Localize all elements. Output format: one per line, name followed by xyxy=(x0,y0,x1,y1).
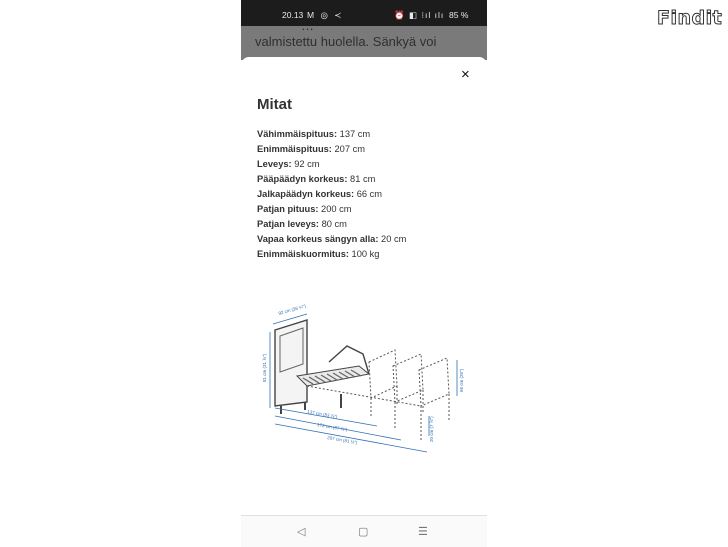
head-height-label: 81 cm (31 ⅞") xyxy=(262,353,267,382)
system-icons: ⏰ ◧ ⁝ıl ılı xyxy=(394,10,445,20)
status-bar xyxy=(241,0,487,26)
spec-item xyxy=(257,187,406,202)
spec-value: 207 cm xyxy=(331,144,365,154)
sheet-title: Mitat xyxy=(257,96,292,113)
background-text-partial: … xyxy=(301,18,314,33)
spec-item xyxy=(257,202,406,217)
spec-item xyxy=(257,172,406,187)
dimensions-sheet xyxy=(241,57,487,515)
status-time: 20.13 xyxy=(282,10,304,20)
close-icon[interactable]: × xyxy=(461,66,470,83)
spec-label: Jalkapäädyn korkeus: xyxy=(257,189,355,199)
spec-value: 137 cm xyxy=(337,129,371,139)
findit-watermark-logo: Findit xyxy=(657,7,723,29)
spec-label: Pääpäädyn korkeus: xyxy=(257,174,348,184)
spec-item xyxy=(257,127,406,142)
recents-icon[interactable]: ☰ xyxy=(418,526,428,538)
spec-label: Patjan pituus: xyxy=(257,204,319,214)
spec-value: 20 cm xyxy=(378,234,407,244)
spec-item xyxy=(257,232,406,247)
notification-icons: M ◎ ≺ xyxy=(307,10,344,20)
bed-dimension-diagram xyxy=(262,302,477,462)
length-min-label: 137 cm (53 ⅞") xyxy=(306,409,338,420)
spec-value: 80 cm xyxy=(319,219,347,229)
spec-value: 81 cm xyxy=(347,174,376,184)
spec-value: 100 kg xyxy=(348,249,380,259)
spec-item xyxy=(257,217,406,232)
length-max-label: 207 cm (81 ½") xyxy=(326,435,358,446)
spec-item xyxy=(257,247,406,262)
spec-label: Patjan leveys: xyxy=(257,219,320,229)
spec-value: 200 cm xyxy=(318,204,352,214)
spec-label: Enimmäiskuormitus: xyxy=(257,249,349,259)
back-icon[interactable]: ◁ xyxy=(297,526,306,538)
battery-level: 85 % xyxy=(449,10,469,20)
spec-label: Vähimmäispituus: xyxy=(257,129,338,139)
spec-label: Leveys: xyxy=(257,159,292,169)
spec-item xyxy=(257,157,406,172)
phone-screen xyxy=(241,0,487,546)
clearance-label: 20 cm (7 ⅞") xyxy=(429,416,434,442)
system-nav-bar xyxy=(241,515,487,547)
background-page xyxy=(241,18,487,60)
spec-item xyxy=(257,142,406,157)
spec-value: 92 cm xyxy=(291,159,320,169)
spec-label: Vapaa korkeus sängyn alla: xyxy=(257,234,379,244)
background-text: valmistettu huolella. Sänkyä voi xyxy=(255,34,437,49)
width-label: 92 cm (36 ¼") xyxy=(277,303,307,316)
spec-label: Enimmäispituus: xyxy=(257,144,332,154)
specs-list xyxy=(257,127,406,262)
length-mid-label: 172 cm (67 ¾") xyxy=(316,422,348,433)
home-icon[interactable]: ▢ xyxy=(358,526,369,538)
foot-height-label: 66 cm (26") xyxy=(459,368,464,392)
spec-value: 66 cm xyxy=(354,189,383,199)
